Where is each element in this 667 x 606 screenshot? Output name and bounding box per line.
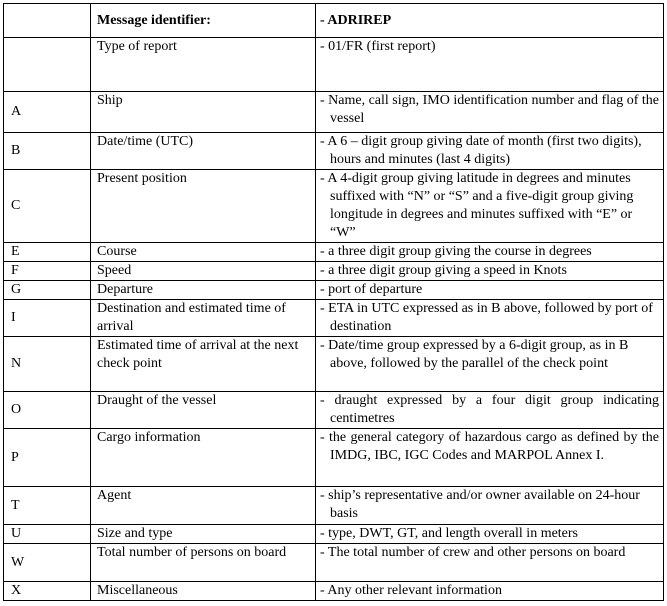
row-value-text: - Date/time group expressed by a 6-digit group, as in B above, followed by the parallel of the check point bbox=[320, 338, 629, 371]
row-value-text: - Name, call sign, IMO identification number and flag of the vessel bbox=[320, 93, 660, 126]
row-value-text: - draught expressed by a four digit group indicating centimetres bbox=[320, 393, 659, 426]
row-field: Draught of the vessel bbox=[91, 392, 316, 429]
row-value bbox=[316, 243, 664, 262]
row-value-text: - 01/FR (first report) bbox=[320, 39, 436, 54]
row-field: Speed bbox=[91, 262, 316, 281]
row-value bbox=[316, 392, 664, 429]
table-row bbox=[4, 525, 664, 544]
row-field: Estimated time of arrival at the next check point bbox=[91, 337, 316, 392]
row-value bbox=[316, 487, 664, 525]
table-row bbox=[4, 300, 664, 337]
row-field: Date/time (UTC) bbox=[91, 133, 316, 170]
row-field: Type of report bbox=[91, 38, 316, 92]
adrirep-report-table bbox=[3, 3, 664, 601]
row-value bbox=[316, 429, 664, 487]
table-row bbox=[4, 544, 664, 582]
row-value-text: - Any other relevant information bbox=[320, 583, 502, 598]
header-code-cell bbox=[4, 4, 91, 38]
table-header-row bbox=[4, 4, 664, 38]
table-row bbox=[4, 487, 664, 525]
table-row bbox=[4, 133, 664, 170]
row-code: I bbox=[4, 300, 91, 337]
row-code: U bbox=[4, 525, 91, 544]
row-code: A bbox=[4, 92, 91, 133]
row-code: P bbox=[4, 429, 91, 487]
row-code: O bbox=[4, 392, 91, 429]
header-value-cell: - ADRIREP bbox=[316, 4, 664, 38]
row-code bbox=[4, 38, 91, 92]
row-value bbox=[316, 170, 664, 243]
table-row bbox=[4, 243, 664, 262]
row-field: Course bbox=[91, 243, 316, 262]
row-value bbox=[316, 300, 664, 337]
row-code: T bbox=[4, 487, 91, 525]
row-code: N bbox=[4, 337, 91, 392]
table-row bbox=[4, 582, 664, 601]
row-value bbox=[316, 337, 664, 392]
row-value bbox=[316, 38, 664, 92]
row-field: Total number of persons on board bbox=[91, 544, 316, 582]
row-value bbox=[316, 525, 664, 544]
row-value-text: - ship’s representative and/or owner available on 24-hour basis bbox=[320, 488, 640, 521]
header-field-cell: Message identifier: bbox=[91, 4, 316, 38]
table-row bbox=[4, 392, 664, 429]
row-value bbox=[316, 133, 664, 170]
row-value-text: - The total number of crew and other persons on board bbox=[320, 545, 626, 560]
row-value bbox=[316, 92, 664, 133]
table-row bbox=[4, 92, 664, 133]
row-value bbox=[316, 281, 664, 300]
row-code: C bbox=[4, 170, 91, 243]
row-field: Destination and estimated time of arrival bbox=[91, 300, 316, 337]
row-code: G bbox=[4, 281, 91, 300]
row-code: F bbox=[4, 262, 91, 281]
row-value bbox=[316, 262, 664, 281]
table-row bbox=[4, 429, 664, 487]
row-field: Present position bbox=[91, 170, 316, 243]
row-field: Agent bbox=[91, 487, 316, 525]
row-field: Miscellaneous bbox=[91, 582, 316, 601]
row-value bbox=[316, 582, 664, 601]
row-value-text: - ETA in UTC expressed as in B above, followed by port of destination bbox=[320, 301, 653, 334]
row-field: Cargo information bbox=[91, 429, 316, 487]
row-value-text: - a three digit group giving the course in degrees bbox=[320, 244, 592, 259]
row-code: B bbox=[4, 133, 91, 170]
row-value-text: - A 6 – digit group giving date of month (first two digits), hours and minutes (last 4 digits) bbox=[320, 134, 642, 167]
table-row bbox=[4, 337, 664, 392]
row-field: Size and type bbox=[91, 525, 316, 544]
row-value bbox=[316, 544, 664, 582]
row-value-text: - port of departure bbox=[320, 282, 423, 297]
table-row bbox=[4, 262, 664, 281]
row-value-text: - the general category of hazardous cargo as defined by the IMDG, IBC, IGC Codes and MARPOL Annex I. bbox=[320, 430, 659, 463]
row-code: W bbox=[4, 544, 91, 582]
table-row bbox=[4, 170, 664, 243]
row-code: E bbox=[4, 243, 91, 262]
table-row bbox=[4, 38, 664, 92]
table-row bbox=[4, 281, 664, 300]
row-field: Ship bbox=[91, 92, 316, 133]
row-field: Departure bbox=[91, 281, 316, 300]
row-value-text: - type, DWT, GT, and length overall in meters bbox=[320, 526, 579, 541]
row-code: X bbox=[4, 582, 91, 601]
row-value-text: - A 4-digit group giving latitude in degrees and minutes suffixed with “N” or “S” and a five-digit group giving longitude in degrees and minutes suffixed with “E” or “W” bbox=[320, 171, 634, 240]
row-value-text: - a three digit group giving a speed in Knots bbox=[320, 263, 567, 278]
